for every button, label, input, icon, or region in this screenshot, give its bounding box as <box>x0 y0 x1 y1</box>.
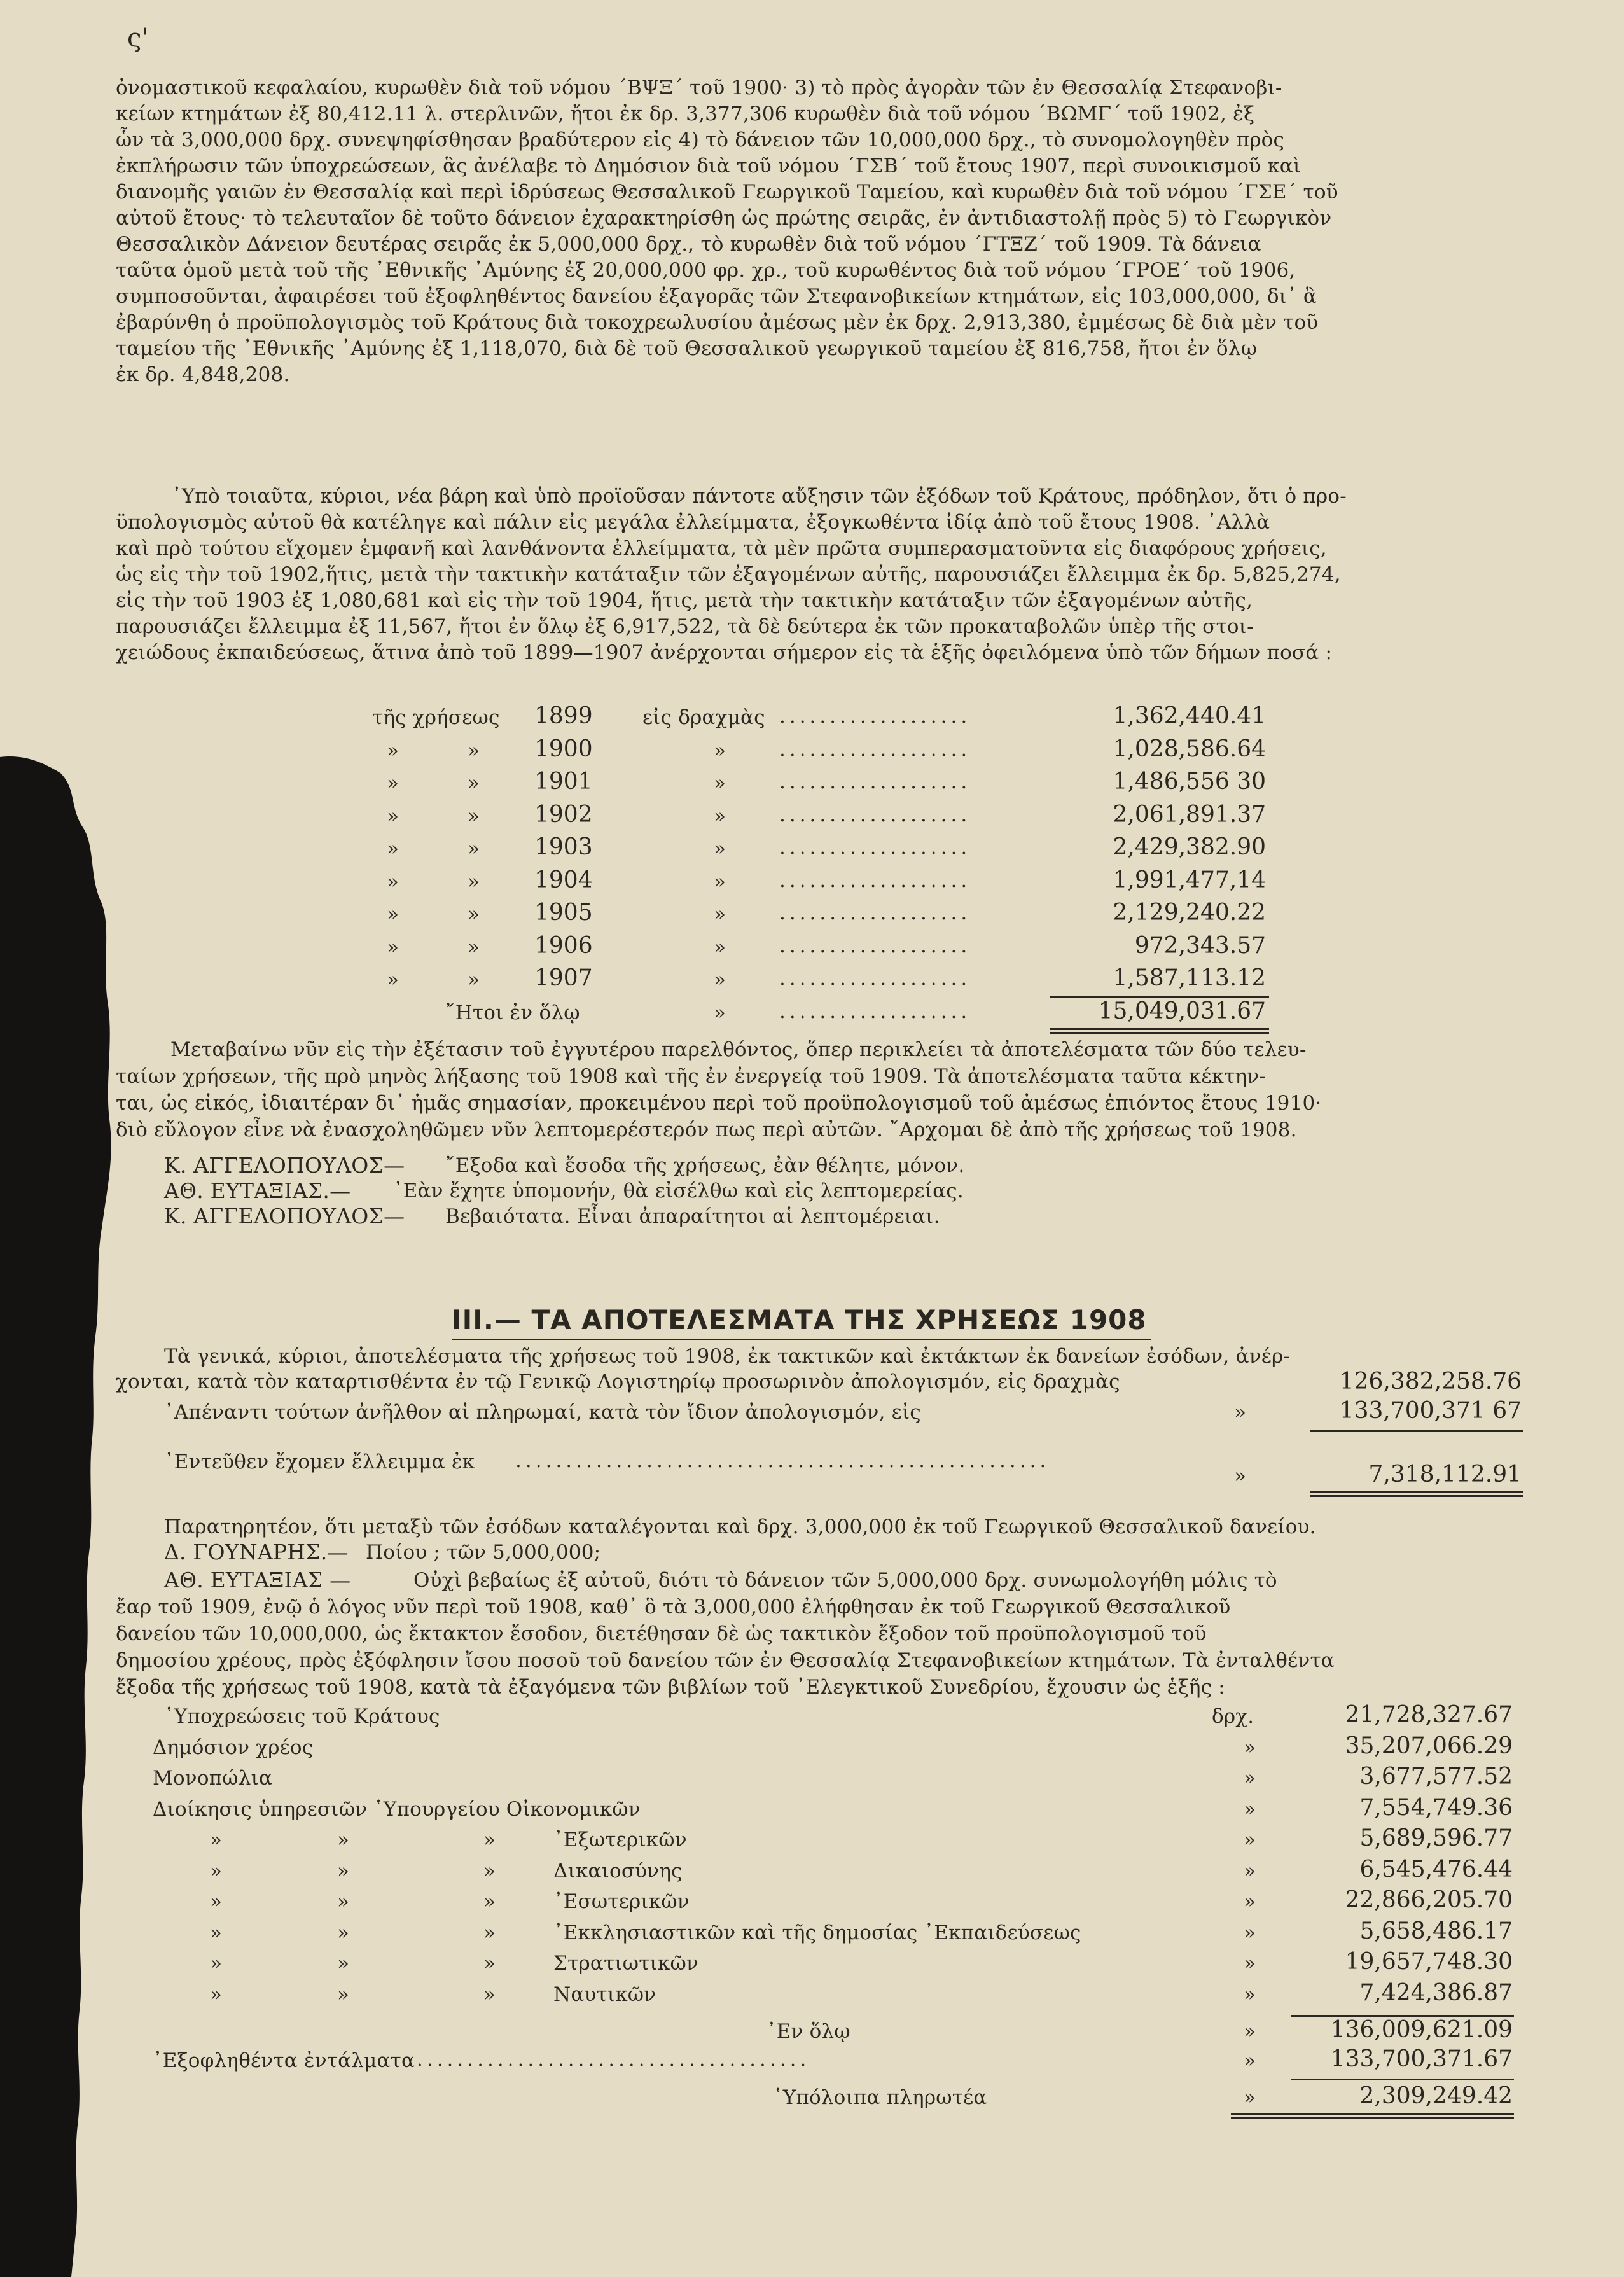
body-text-line: καὶ πρὸ τούτου εἴχομεν ἐμφανῆ καὶ λανθάνοντα ἐλλείμματα, τὰ μὲν πρῶτα συμπερασματοῦντα εἰς διαφόρους χρήσεις, <box>116 537 1327 560</box>
deficit-amount: 7,318,112.91 <box>1368 1461 1522 1487</box>
amount-cell: 1,991,477,14 <box>1113 867 1266 893</box>
payments-amount: 133,700,371 67 <box>1339 1398 1522 1424</box>
ditto-mark: » <box>1234 1401 1247 1424</box>
ditto-mark: » <box>387 837 399 860</box>
ditto-mark: » <box>468 772 480 795</box>
ditto-mark: » <box>210 1952 223 1975</box>
double-rule <box>1231 2113 1514 2115</box>
body-text-line: δανείου τῶν 10,000,000, ὡς ἔκτακτον ἔσοδον, διετέθησαν δὲ ὡς τακτικὸν ἔξοδον τοῦ προϋπολογισμοῦ τοῦ <box>116 1622 1207 1645</box>
body-text-line: ἔξοδα τῆς χρήσεως τοῦ 1908, κατὰ τὰ ἐξαγόμενα τῶν βιβλίων τοῦ ᾽Ελεγκτικοῦ Συνεδρίου, ἔχουσιν ὡς ἑξῆς : <box>116 1676 1225 1699</box>
speaker-name: Κ. ΑΓΓΕΛΟΠΟΥΛΟΣ— <box>164 1153 405 1178</box>
expense-amount: 6,545,476.44 <box>1359 1856 1513 1883</box>
ditto-mark: » <box>1244 1921 1256 1944</box>
expense-amount: 5,689,596.77 <box>1359 1825 1513 1851</box>
amount-cell: 1,486,556 30 <box>1113 769 1266 795</box>
expense-amount: 3,677,577.52 <box>1359 1764 1513 1790</box>
year-cell: 1903 <box>534 834 593 860</box>
year-cell: 1905 <box>534 900 593 926</box>
body-text-line: συμποσοῦνται, ἀφαιρέσει τοῦ ἐξοφληθέντος δανείου ἐξαγορᾶς τῶν Στεφανοβικείων κτημάτων, εἰς 103,000,000, δι᾽ ἃ <box>116 285 1317 308</box>
body-text-line: ἐκ δρ. 4,848,208. <box>116 363 290 386</box>
body-text-line: ται, ὡς εἰκός, ἰδιαιτέραν δι᾽ ἡμᾶς σημασίαν, προκειμένου περὶ τοῦ προϋπολογισμοῦ τοῦ ἀμέσως ἐπιόντος ἔτους 1910· <box>116 1092 1322 1115</box>
ditto-mark: » <box>1244 2049 1256 2072</box>
paid-amount: 133,700,371.67 <box>1330 2046 1513 2072</box>
sum-rule <box>1291 2079 1514 2080</box>
ditto-mark: » <box>483 1982 496 2006</box>
expense-amount: 22,866,205.70 <box>1345 1887 1513 1913</box>
body-text-line: ᾽Υπὸ τοιαῦτα, κύριοι, νέα βάρη καὶ ὑπὸ προϊοῦσαν πάντοτε αὔξησιν τῶν ἐξόδων τοῦ Κράτους, πρόδηλον, ὅτι ὁ προ- <box>172 485 1347 508</box>
amount-cell: 2,061,891.37 <box>1113 801 1266 828</box>
ditto-mark: » <box>468 870 480 893</box>
body-text-line: ἐβαρύνθη ὁ προϋπολογισμὸς τοῦ Κράτους διὰ τοκοχρεωλυσίου ἀμέσως μὲν ἐκ δρχ. 2,913,380, ἐμμέσως δὲ διὰ μὲν τοῦ <box>116 311 1319 334</box>
expense-label: Δημόσιον χρέος <box>153 1736 314 1759</box>
ditto-mark: » <box>210 1982 223 2006</box>
double-rule <box>1310 1495 1523 1497</box>
leader-dots: ................... <box>779 902 971 924</box>
body-text-line: αὐτοῦ ἔτους· τὸ τελευταῖον δὲ τοῦτο δάνειον ἐχαρακτηρίσθη ὡς πρώτης σειρᾶς, ἐν ἀντιδιαστολῇ πρὸς 5) τὸ Γεωργικὸν <box>116 207 1332 230</box>
leader-dots: ....................................... <box>417 2048 810 2071</box>
amount-cell: 1,028,586.64 <box>1113 735 1266 762</box>
ditto-mark: » <box>483 1921 496 1944</box>
expense-sublabel: Δικαιοσύνης <box>553 1859 683 1883</box>
payments-label: ᾽Απέναντι τούτων ἀνῆλθον αἱ πληρωμαί, κατὰ τὸν ἴδιον ἀπολογισμόν, εἰς <box>164 1401 921 1424</box>
expense-amount: 7,554,749.36 <box>1359 1794 1513 1821</box>
ditto-mark: » <box>387 739 399 762</box>
speech-text: ᾽Εὰν ἔχητε ὑπομονήν, θὰ εἰσέλθω καὶ εἰς λεπτομερείας. <box>393 1180 964 1202</box>
ditto-mark: δρχ. <box>1212 1705 1254 1728</box>
year-cell: 1906 <box>534 932 593 959</box>
body-text-line: διανομῆς γαιῶν ἐν Θεσσαλίᾳ καὶ περὶ ἱδρύσεως Θεσσαλικοῦ Γεωργικοῦ Ταμείου, καὶ κυρωθὲν διὰ τοῦ νόμου ΄ΓΣΕ΄ τοῦ <box>116 181 1338 204</box>
expense-sublabel: ᾽Εξωτερικῶν <box>553 1828 687 1851</box>
ditto-mark: » <box>714 772 726 795</box>
ditto-mark: » <box>714 870 726 893</box>
ditto-mark: » <box>1244 1859 1256 1883</box>
remaining-amount: 2,309,249.42 <box>1359 2083 1513 2109</box>
expense-amount: 7,424,386.87 <box>1359 1979 1513 2006</box>
body-text-line: ταῦτα ὁμοῦ μετὰ τοῦ τῆς ᾽Εθνικῆς ᾽Αμύνης ἐξ 20,000,000 φρ. χρ., τοῦ κυρωθέντος διὰ τοῦ νόμου ΄ΓΡΟΕ΄ τοῦ 1906, <box>116 259 1296 282</box>
amount-cell: 2,129,240.22 <box>1113 900 1266 926</box>
double-rule <box>1310 1491 1523 1493</box>
expense-sublabel: ᾽Εσωτερικῶν <box>553 1890 690 1913</box>
ditto-mark: » <box>337 1982 350 2006</box>
body-text-line: ταίων χρήσεων, τῆς πρὸ μηνὸς λήξασης τοῦ 1908 καὶ τῆς ἐν ἐνεργείᾳ τοῦ 1909. Τὰ ἀποτελέσματα ταῦτα κέκτην- <box>116 1065 1267 1088</box>
ditto-mark: » <box>337 1890 350 1913</box>
leader-dots: ................... <box>779 705 971 728</box>
amount-cell: 972,343.57 <box>1134 932 1266 959</box>
leader-dots: ................... <box>779 770 971 793</box>
body-text-line: Μεταβαίνω νῦν εἰς τὴν ἐξέτασιν τοῦ ἐγγυτέρου παρελθόντος, ὅπερ περικλείει τὰ ἀποτελέσματα τῶν δύο τελευ- <box>170 1038 1307 1061</box>
expense-amount: 5,658,486.17 <box>1359 1918 1513 1944</box>
ditto-mark: » <box>1244 1982 1256 2006</box>
ditto-mark: » <box>387 935 399 959</box>
expense-sublabel: Στρατιωτικῶν <box>553 1952 699 1975</box>
ditto-mark: » <box>714 903 726 926</box>
leader-dots: ................... <box>779 999 971 1023</box>
ditto-mark: » <box>483 1859 496 1883</box>
body-text-line: Παρατηρητέον, ὅτι μεταξὺ τῶν ἐσόδων καταλέγονται καὶ δρχ. 3,000,000 ἐκ τοῦ Γεωργικοῦ Θεσσαλικοῦ δανείου. <box>164 1515 1316 1538</box>
speaker-name: Δ. ΓΟΥΝΑΡΗΣ.— <box>164 1540 349 1564</box>
year-cell: 1899 <box>534 703 593 729</box>
body-text-line: δημοσίου χρέους, πρὸς ἐξόφλησιν ἴσου ποσοῦ τοῦ δανείου τῶν ἐν Θεσσαλίᾳ Στεφανοβικείων κτημάτων. Τὰ ἐνταλθέντα <box>116 1649 1335 1672</box>
ditto-mark: » <box>337 1828 350 1851</box>
leader-dots: ................... <box>779 967 971 990</box>
ditto-mark: » <box>714 968 726 991</box>
speech-text: Οὐχὶ βεβαίως ἐξ αὐτοῦ, διότι τὸ δάνειον τῶν 5,000,000 δρχ. συνωμολογήθη μόλις τὸ <box>413 1569 1277 1592</box>
sum-rule <box>1310 1430 1523 1432</box>
expense-amount: 21,728,327.67 <box>1345 1702 1513 1728</box>
body-text-line: κείων κτημάτων ἐξ 80,412.11 λ. στερλινῶν, ἤτοι ἐκ δρ. 3,377,306 κυρωθὲν διὰ τοῦ νόμου ΄ΒΩΜΓ΄ τοῦ 1902, ἐξ <box>116 102 1255 125</box>
body-text-line: χειώδους ἐκπαιδεύσεως, ἅτινα ἀπὸ τοῦ 1899—1907 ἀνέρχονται σήμερον εἰς τὰ ἑξῆς ὀφειλόμενα ὑπὸ τῶν δήμων ποσά : <box>116 641 1333 664</box>
total-amount: 15,049,031.67 <box>1098 998 1266 1024</box>
ditto-mark: » <box>468 935 480 959</box>
expense-amount: 35,207,066.29 <box>1345 1732 1513 1759</box>
double-rule <box>1231 2117 1514 2119</box>
ditto-mark: » <box>337 1859 350 1883</box>
body-text-line: Θεσσαλικὸν Δάνειον δευτέρας σειρᾶς ἐκ 5,000,000 δρχ., τὸ κυρωθὲν διὰ τοῦ νόμου ΄ΓΤΞΖ΄ τοῦ 1909. Τὰ δάνεια <box>116 233 1261 256</box>
amount-cell: 1,362,440.41 <box>1113 703 1266 729</box>
expense-sublabel: ᾽Εκκλησιαστικῶν καὶ τῆς δημοσίας ᾽Εκπαιδεύσεως <box>553 1921 1081 1944</box>
year-cell: 1900 <box>534 735 593 762</box>
ditto-mark: » <box>1244 1952 1256 1975</box>
body-text-line: Τὰ γενικά, κύριοι, ἀποτελέσματα τῆς χρήσεως τοῦ 1908, ἐκ τακτικῶν καὶ ἐκτάκτων ἐκ δανείων ἐσόδων, ἀνέρ- <box>164 1345 1291 1368</box>
ditto-mark: » <box>210 1859 223 1883</box>
double-rule <box>1050 1028 1269 1030</box>
body-text-line: ἐκπλήρωσιν τῶν ὑποχρεώσεων, ἃς ἀνέλαβε τὸ Δημόσιον διὰ τοῦ νόμου ΄ΓΣΒ΄ τοῦ ἔτους 1907, περὶ συνοικισμοῦ καὶ <box>116 155 1301 178</box>
ditto-mark: » <box>468 903 480 926</box>
total-label: ῎Ητοι ἐν ὅλῳ <box>445 1001 580 1024</box>
ditto-mark: » <box>483 1890 496 1913</box>
deficit-label: ᾽Εντεῦθεν ἔχομεν ἔλλειμμα ἐκ <box>164 1451 475 1473</box>
paid-label: ᾽Εξοφληθέντα ἐντάλματα <box>153 2049 415 2072</box>
ditto-mark: » <box>483 1828 496 1851</box>
speaker-name: ΑΘ. ΕΥΤΑΞΙΑΣ.— <box>164 1178 351 1203</box>
ditto-mark: » <box>387 772 399 795</box>
year-cell: 1901 <box>534 769 593 795</box>
amount-cell: 1,587,113.12 <box>1113 965 1266 991</box>
ditto-mark: » <box>1244 2020 1256 2043</box>
expense-label: Μονοπώλια <box>153 1767 273 1790</box>
year-cell: 1902 <box>534 801 593 828</box>
ditto-mark: » <box>714 837 726 860</box>
table-cell-label: τῆς χρήσεως <box>372 706 500 729</box>
ditto-mark: » <box>337 1921 350 1944</box>
page-number: ς' <box>127 24 149 53</box>
body-text-line: ὀνομαστικοῦ κεφαλαίου, κυρωθὲν διὰ τοῦ νόμου ΄ΒΨΞ΄ τοῦ 1900· 3) τὸ πρὸς ἀγορὰν τῶν ἐν Θεσσαλίᾳ Στεφανοβι- <box>116 76 1282 99</box>
leader-dots: ................... <box>779 836 971 859</box>
ditto-mark: » <box>1234 1465 1247 1487</box>
ditto-mark: » <box>1244 1797 1256 1821</box>
ditto-mark: » <box>1244 1890 1256 1913</box>
ditto-mark: » <box>387 903 399 926</box>
ditto-mark: » <box>337 1952 350 1975</box>
speech-text: Βεβαιότατα. Εἶναι ἀπαραίτητοι αἱ λεπτομέρειαι. <box>445 1205 940 1228</box>
body-text-line: παρουσιάζει ἔλλειμμα ἐξ 11,567, ἤτοι ἐν ὅλῳ ἐξ 6,917,522, τὰ δὲ δεύτερα ἐκ τῶν προκαταβολῶν ὑπὲρ τῆς στοι- <box>116 615 1254 638</box>
speech-text: ῎Εξοδα καὶ ἔσοδα τῆς χρήσεως, ἐὰν θέλητε, μόνον. <box>445 1154 965 1177</box>
total-amount: 136,009,621.09 <box>1330 2017 1513 2043</box>
ditto-mark: » <box>210 1890 223 1913</box>
body-text-line: ἔαρ τοῦ 1909, ἐνῷ ὁ λόγος νῦν περὶ τοῦ 1908, καθ᾽ ὃ τὰ 3,000,000 ἐλήφθησαν ἐκ τοῦ Γεωργικοῦ Θεσσαλικοῦ <box>116 1596 1231 1619</box>
year-cell: 1907 <box>534 965 593 991</box>
ditto-mark: » <box>1244 1828 1256 1851</box>
section-heading: III.— ΤΑ ΑΠΟΤΕΛΕΣΜΑΤΑ ΤΗΣ ΧΡΗΣΕΩΣ 1908 <box>452 1304 1147 1335</box>
speaker-name: Κ. ΑΓΓΕΛΟΠΟΥΛΟΣ— <box>164 1204 405 1229</box>
ditto-mark: » <box>1244 1736 1256 1759</box>
leader-dots: ................... <box>779 737 971 761</box>
year-cell: 1904 <box>534 867 593 893</box>
body-text-line: χονται, κατὰ τὸν καταρτισθέντα ἐν τῷ Γενικῷ Λογιστηρίῳ προσωρινὸν ἀπολογισμόν, εἰς δραχμὰς <box>116 1370 1120 1393</box>
ditto-mark: » <box>468 968 480 991</box>
body-text-line: ϋπολογισμὸς αὐτοῦ θὰ κατέληγε καὶ πάλιν εἰς μεγάλα ἐλλείμματα, ἐξογκωθέντα ἰδίᾳ ἀπὸ τοῦ ἔτους 1908. ᾽Αλλὰ <box>116 511 1270 534</box>
total-label: ᾽Εν ὅλῳ <box>767 2020 850 2043</box>
ditto-mark: » <box>468 837 480 860</box>
ditto-mark: » <box>714 804 726 828</box>
ditto-mark: » <box>714 1001 726 1024</box>
heading-underline <box>452 1339 1151 1340</box>
leader-dots: ................... <box>779 803 971 826</box>
body-text-line: διὸ εὔλογον εἶνε νὰ ἐνασχοληθῶμεν νῦν λεπτομερέστερόν πως περὶ αὐτῶν. ῎Αρχομαι δὲ ἀπὸ τῆς χρήσεως τοῦ 1908. <box>116 1118 1297 1141</box>
ditto-mark: » <box>1244 2086 1256 2109</box>
ditto-mark: » <box>387 968 399 991</box>
expense-amount: 19,657,748.30 <box>1345 1949 1513 1975</box>
amount-cell: 2,429,382.90 <box>1113 834 1266 860</box>
leader-dots: ................... <box>779 934 971 957</box>
body-text-line: ὡς εἰς τὴν τοῦ 1902,ἥτις, μετὰ τὴν τακτικὴν κατάταξιν τῶν ἐξαγομένων αὐτῆς, παρουσιάζει ἔλλειμμα ἐκ δρ. 5,825,274, <box>116 563 1341 586</box>
remaining-label: ῾Υπόλοιπα πληρωτέα <box>773 2086 987 2109</box>
leader-dots: ................... <box>779 868 971 892</box>
double-rule <box>1050 1032 1269 1034</box>
ditto-mark: » <box>387 804 399 828</box>
ditto-mark: » <box>210 1921 223 1944</box>
speech-text: Ποίου ; τῶν 5,000,000; <box>366 1541 601 1564</box>
ditto-mark: » <box>387 870 399 893</box>
ditto-mark: » <box>714 935 726 959</box>
ditto-mark: » <box>714 739 726 762</box>
currency-label: εἰς δραχμὰς <box>642 706 765 729</box>
receipts-amount: 126,382,258.76 <box>1339 1368 1522 1395</box>
speaker-name: ΑΘ. ΕΥΤΑΞΙΑΣ — <box>164 1568 351 1592</box>
body-text-line: ὧν τὰ 3,000,000 δρχ. συνεψηφίσθησαν βραδύτερον εἰς 4) τὸ δάνειον τῶν 10,000,000 δρχ., τὸ συνομολογηθὲν πρὸς <box>116 129 1285 151</box>
ditto-mark: » <box>210 1828 223 1851</box>
expense-label: Διοίκησις ὑπηρεσιῶν ῾Υπουργείου Οἰκονομικῶν <box>153 1797 641 1821</box>
ditto-mark: » <box>468 739 480 762</box>
ditto-mark: » <box>483 1952 496 1975</box>
expense-sublabel: Ναυτικῶν <box>553 1982 656 2006</box>
ditto-mark: » <box>468 804 480 828</box>
body-text-line: ταμείου τῆς ᾽Εθνικῆς ᾽Αμύνης ἐξ 1,118,070, διὰ δὲ τοῦ Θεσσαλικοῦ γεωργικοῦ ταμείου ἐξ 816,758, ἤτοι ἐν ὅλῳ <box>116 337 1258 360</box>
body-text-line: εἰς τὴν τοῦ 1903 ἐξ 1,080,681 καὶ εἰς τὴν τοῦ 1904, ἥτις, μετὰ τὴν τακτικὴν κατάταξιν τῶν ἐξαγομένων αὐτῆς, <box>116 589 1253 612</box>
expense-label: ῾Υποχρεώσεις τοῦ Κράτους <box>164 1705 440 1728</box>
ditto-mark: » <box>1244 1767 1256 1790</box>
leader-dots: ..................................................... <box>515 1449 1050 1472</box>
